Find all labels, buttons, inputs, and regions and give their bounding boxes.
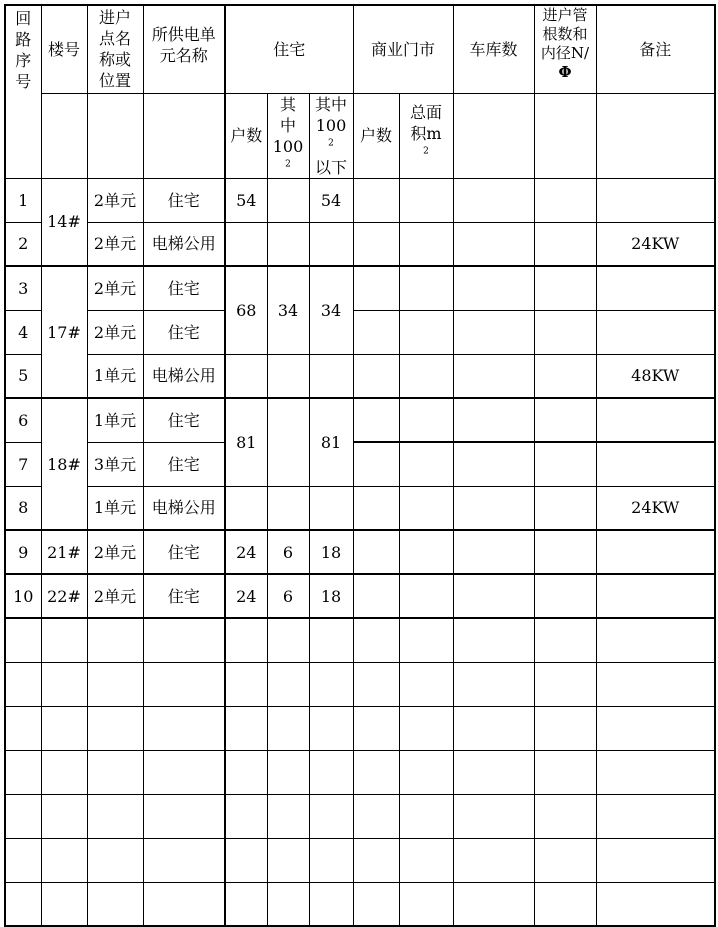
cell-com-households	[353, 222, 399, 266]
cell-households: 24	[225, 530, 267, 574]
empty-row	[5, 794, 715, 838]
cell-remark	[596, 442, 715, 486]
cell-no: 4	[5, 310, 41, 354]
cell-households: 81	[225, 398, 267, 486]
cell-com-area	[399, 442, 453, 486]
cell-com-area	[399, 266, 453, 310]
cell-com-households	[353, 574, 399, 618]
cell-type: 住宅	[143, 310, 225, 354]
cell-unit: 2单元	[87, 310, 143, 354]
header-unit-sub	[143, 93, 225, 178]
cell-garage	[453, 178, 534, 222]
cell-under100: 18	[309, 574, 353, 618]
cell-com-households	[353, 530, 399, 574]
empty-row	[5, 750, 715, 794]
cell-type: 电梯公用	[143, 486, 225, 530]
cell-com-households	[353, 266, 399, 310]
header-circuit-no: 回 路 序 号	[5, 5, 41, 178]
table-row	[5, 354, 715, 398]
table-row	[5, 442, 715, 486]
cell-unit: 1单元	[87, 398, 143, 442]
cell-no: 5	[5, 354, 41, 398]
table-row	[5, 178, 715, 222]
header-pipe: 进户管 根数和 内径N/ Φ	[534, 5, 596, 93]
header-supplied-unit: 所供电单 元名称	[143, 5, 225, 93]
table-row	[5, 530, 715, 574]
cell-com-area	[399, 222, 453, 266]
cell-no: 10	[5, 574, 41, 618]
cell-under100	[309, 354, 353, 398]
cell-building: 22#	[41, 574, 87, 618]
cell-type: 住宅	[143, 266, 225, 310]
cell-no: 8	[5, 486, 41, 530]
cell-under100: 18	[309, 530, 353, 574]
cell-over100	[267, 486, 309, 530]
cell-type: 住宅	[143, 530, 225, 574]
cell-type: 电梯公用	[143, 354, 225, 398]
electrical-supply-table	[4, 4, 716, 927]
cell-building: 14#	[41, 178, 87, 266]
cell-pipe	[534, 310, 596, 354]
cell-unit: 3单元	[87, 442, 143, 486]
table-row	[5, 574, 715, 618]
cell-unit: 1单元	[87, 354, 143, 398]
empty-row	[5, 838, 715, 882]
cell-pipe	[534, 222, 596, 266]
cell-remark: 48KW	[596, 354, 715, 398]
cell-com-households	[353, 310, 399, 354]
header-garage-sub	[453, 93, 534, 178]
header-res-households: 户数	[225, 93, 267, 178]
cell-households	[225, 222, 267, 266]
empty-row	[5, 662, 715, 706]
header-remarks-sub	[596, 93, 715, 178]
cell-com-households	[353, 178, 399, 222]
cell-pipe	[534, 574, 596, 618]
cell-type: 住宅	[143, 398, 225, 442]
cell-unit: 2单元	[87, 178, 143, 222]
cell-remark	[596, 574, 715, 618]
header-remarks: 备注	[596, 5, 715, 93]
cell-building: 21#	[41, 530, 87, 574]
cell-building: 18#	[41, 398, 87, 530]
empty-row	[5, 618, 715, 662]
header-entry-point: 进户 点名 称或 位置	[87, 5, 143, 93]
cell-unit: 1单元	[87, 486, 143, 530]
cell-garage	[453, 574, 534, 618]
cell-households	[225, 486, 267, 530]
cell-com-households	[353, 354, 399, 398]
cell-garage	[453, 222, 534, 266]
cell-garage	[453, 354, 534, 398]
cell-over100: 34	[267, 266, 309, 354]
cell-pipe	[534, 530, 596, 574]
cell-over100	[267, 222, 309, 266]
cell-remark: 24KW	[596, 222, 715, 266]
cell-com-area	[399, 354, 453, 398]
cell-remark	[596, 398, 715, 442]
cell-com-area	[399, 574, 453, 618]
cell-no: 9	[5, 530, 41, 574]
cell-com-area	[399, 178, 453, 222]
cell-households: 68	[225, 266, 267, 354]
cell-type: 住宅	[143, 574, 225, 618]
cell-pipe	[534, 398, 596, 442]
cell-pipe	[534, 442, 596, 486]
cell-households: 24	[225, 574, 267, 618]
cell-no: 1	[5, 178, 41, 222]
header-entry-sub	[87, 93, 143, 178]
cell-under100: 54	[309, 178, 353, 222]
cell-over100: 6	[267, 530, 309, 574]
cell-over100	[267, 178, 309, 222]
cell-unit: 2单元	[87, 222, 143, 266]
cell-remark	[596, 310, 715, 354]
cell-garage	[453, 310, 534, 354]
cell-garage	[453, 266, 534, 310]
cell-building: 17#	[41, 266, 87, 398]
table-row	[5, 486, 715, 530]
header-residential: 住宅	[225, 5, 353, 93]
cell-no: 7	[5, 442, 41, 486]
cell-unit: 2单元	[87, 574, 143, 618]
header-res-under100: 其中 100 $^2$ 以下	[309, 93, 353, 178]
cell-over100	[267, 398, 309, 486]
header-commercial: 商业门市	[353, 5, 453, 93]
cell-com-area	[399, 310, 453, 354]
header-building: 楼号	[41, 5, 87, 93]
cell-garage	[453, 442, 534, 486]
cell-type: 电梯公用	[143, 222, 225, 266]
cell-under100: 81	[309, 398, 353, 486]
cell-over100: 6	[267, 574, 309, 618]
cell-type: 住宅	[143, 442, 225, 486]
cell-remark	[596, 266, 715, 310]
header-row-2	[5, 93, 715, 178]
cell-pipe	[534, 266, 596, 310]
table-row	[5, 398, 715, 442]
cell-under100: 34	[309, 266, 353, 354]
cell-com-area	[399, 486, 453, 530]
header-garage: 车库数	[453, 5, 534, 93]
cell-com-area	[399, 398, 453, 442]
cell-no: 6	[5, 398, 41, 442]
cell-households	[225, 354, 267, 398]
cell-unit: 2单元	[87, 530, 143, 574]
cell-no: 2	[5, 222, 41, 266]
cell-com-area	[399, 530, 453, 574]
header-com-households: 户数	[353, 93, 399, 178]
cell-unit: 2单元	[87, 266, 143, 310]
cell-households: 54	[225, 178, 267, 222]
cell-com-households	[353, 442, 399, 486]
cell-under100	[309, 486, 353, 530]
cell-remark	[596, 178, 715, 222]
cell-com-households	[353, 398, 399, 442]
table-row	[5, 266, 715, 310]
cell-under100	[309, 222, 353, 266]
cell-pipe	[534, 486, 596, 530]
table-row	[5, 310, 715, 354]
cell-pipe	[534, 178, 596, 222]
cell-remark	[596, 530, 715, 574]
header-com-area: 总面 积m $^2$	[399, 93, 453, 178]
cell-no: 3	[5, 266, 41, 310]
header-building-sub	[41, 93, 87, 178]
cell-com-households	[353, 486, 399, 530]
cell-garage	[453, 486, 534, 530]
cell-over100	[267, 354, 309, 398]
cell-type: 住宅	[143, 178, 225, 222]
table-row	[5, 222, 715, 266]
cell-garage	[453, 398, 534, 442]
cell-garage	[453, 530, 534, 574]
header-res-over100: 其 中 100 $^2$	[267, 93, 309, 178]
header-pipe-sub	[534, 93, 596, 178]
header-row-1	[5, 5, 715, 93]
empty-row	[5, 882, 715, 926]
empty-row	[5, 706, 715, 750]
cell-pipe	[534, 354, 596, 398]
cell-remark: 24KW	[596, 486, 715, 530]
